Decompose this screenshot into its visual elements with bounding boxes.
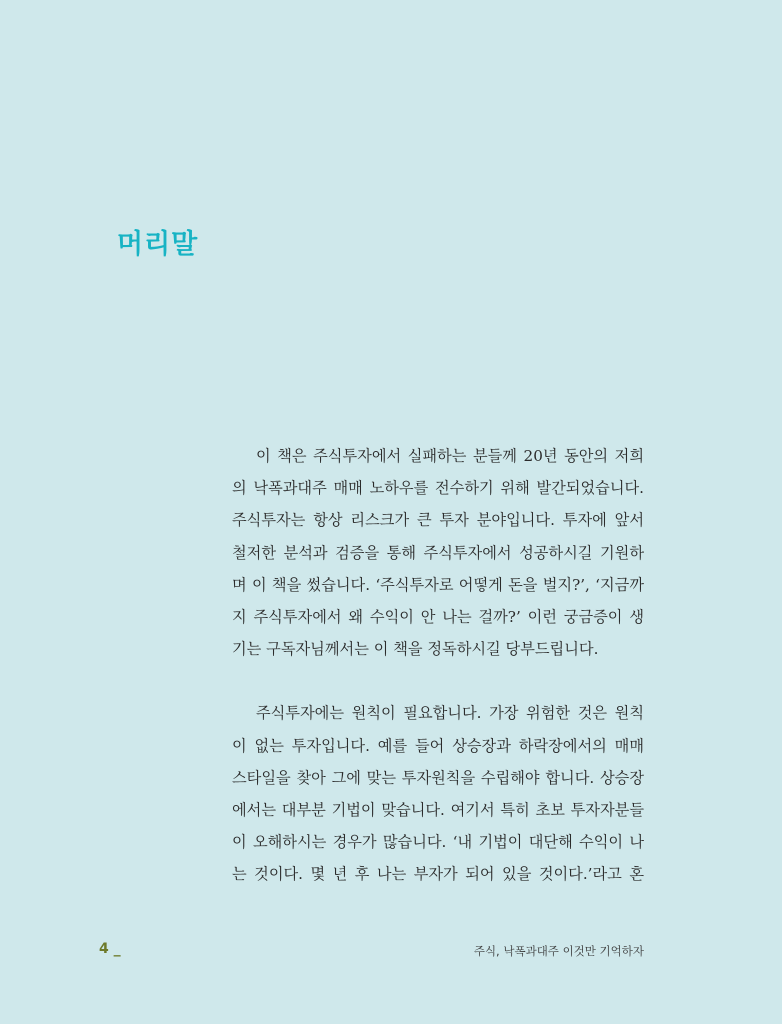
text-line: 스타일을 찾아 그에 맞는 투자원칙을 수립해야 합니다. 상승장 xyxy=(232,768,644,787)
text-line: 지 주식투자에서 왜 수익이 안 나는 걸까?’ 이런 궁금증이 생 xyxy=(232,608,644,627)
page-heading: 머리말 xyxy=(117,229,199,260)
page-number: 4 _ xyxy=(99,941,121,957)
text-line: 이 책은 주식투자에서 실패하는 분들께 20년 동안의 저희 xyxy=(256,447,644,465)
body-text xyxy=(232,440,644,891)
text-line: 며 이 책을 썼습니다. ‘주식투자로 어떻게 돈을 벌지?’, ‘지금까 xyxy=(232,575,644,594)
text-line: 기는 구독자님께서는 이 책을 정독하시길 당부드립니다. xyxy=(232,640,599,659)
text-line: 주식투자는 항상 리스크가 큰 투자 분야입니다. 투자에 앞서 xyxy=(232,511,644,530)
running-footer-title: 주식, 낙폭과대주 이것만 기억하자 xyxy=(473,944,644,958)
paragraph-1 xyxy=(232,440,644,665)
paragraph-2 xyxy=(232,697,644,890)
text-line: 이 오해하시는 경우가 많습니다. ‘내 기법이 대단해 수익이 나 xyxy=(232,833,644,852)
text-line: 철저한 분석과 검증을 통해 주식투자에서 성공하시길 기원하 xyxy=(232,543,644,562)
text-line: 에서는 대부분 기법이 맞습니다. 여기서 특히 초보 투자자분들 xyxy=(232,801,644,820)
text-line: 주식투자에는 원칙이 필요합니다. 가장 위험한 것은 원칙 xyxy=(256,704,644,723)
text-line: 의 낙폭과대주 매매 노하우를 전수하기 위해 발간되었습니다. xyxy=(232,479,644,498)
text-line: 는 것이다. 몇 년 후 나는 부자가 되어 있을 것이다.’라고 혼 xyxy=(232,865,644,884)
text-line: 이 없는 투자입니다. 예를 들어 상승장과 하락장에서의 매매 xyxy=(232,736,644,755)
